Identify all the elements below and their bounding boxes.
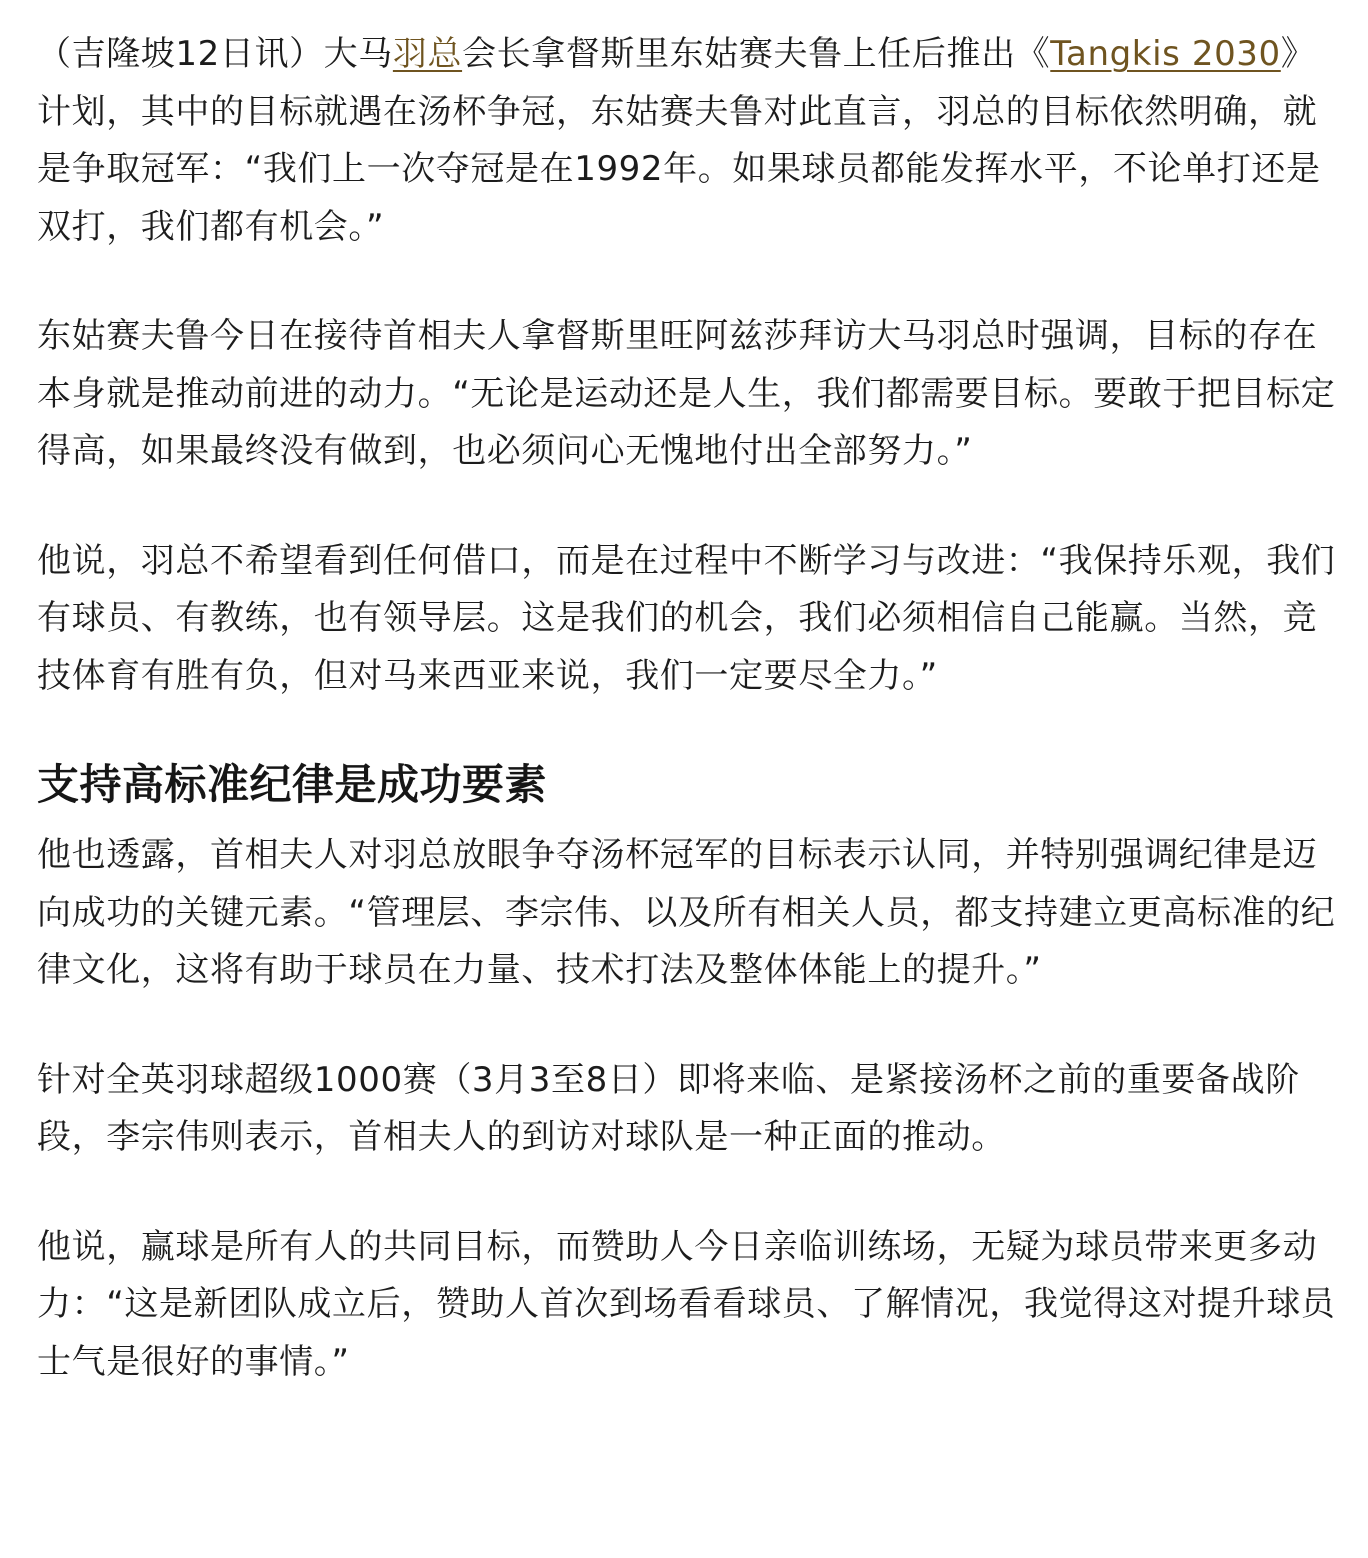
link-badminton-association[interactable]: 羽总 bbox=[392, 34, 463, 74]
paragraph-1 bbox=[37, 26, 1343, 256]
paragraph-5: 针对全英羽球超级1000赛（3月3至8日）即将来临、是紧接汤杯之前的重要备战阶段，李宗伟则表示，首相夫人的到访对球队是一种正面的推动。 bbox=[37, 1059, 1300, 1157]
paragraph-1-text-a: （吉隆坡12日讯）大马 bbox=[37, 34, 393, 74]
paragraph-4: 他也透露，首相夫人对羽总放眼争夺汤杯冠军的目标表示认同，并特别强调纪律是迈向成功的关键元素。“管理层、李宗伟、以及所有相关人员，都支持建立更高标准的纪律文化，这将有助于球员在力量、技术打法及整体体能上的提升。” bbox=[37, 835, 1336, 990]
link-tangkis-2030[interactable]: Tangkis 2030 bbox=[1050, 34, 1281, 74]
paragraph-6: 他说，赢球是所有人的共同目标，而赞助人今日亲临训练场，无疑为球员带来更多动力：“这是新团队成立后，赞助人首次到场看看球员、了解情况，我觉得这对提升球员士气是很好的事情。” bbox=[37, 1226, 1336, 1382]
article-body bbox=[37, 26, 1343, 1443]
paragraph-2: 东姑赛夫鲁今日在接待首相夫人拿督斯里旺阿兹莎拜访大马羽总时强调，目标的存在本身就是推动前进的动力。“无论是运动还是人生，我们都需要目标。要敢于把目标定得高，如果最终没有做到，也必须问心无愧地付出全部努力。” bbox=[37, 316, 1336, 471]
section-heading: 支持高标准纪律是成功要素 bbox=[37, 760, 548, 809]
paragraph-1-text-c: 》计划，其中的目标就遇在汤杯争冠，东姑赛夫鲁对此直言，羽总的目标依然明确，就是争取冠军：“我们上一次夺冠是在1992年。如果球员都能发挥水平，不论单打还是双打，我们都有机会。” bbox=[37, 34, 1321, 247]
paragraph-1-text-b: 会长拿督斯里东姑赛夫鲁上任后推出《 bbox=[462, 34, 1051, 74]
paragraph-3: 他说，羽总不希望看到任何借口，而是在过程中不断学习与改进：“我保持乐观，我们有球员、有教练，也有领导层。这是我们的机会，我们必须相信自己能赢。当然，竞技体育有胜有负，但对马来西亚来说，我们一定要尽全力。” bbox=[37, 540, 1336, 696]
